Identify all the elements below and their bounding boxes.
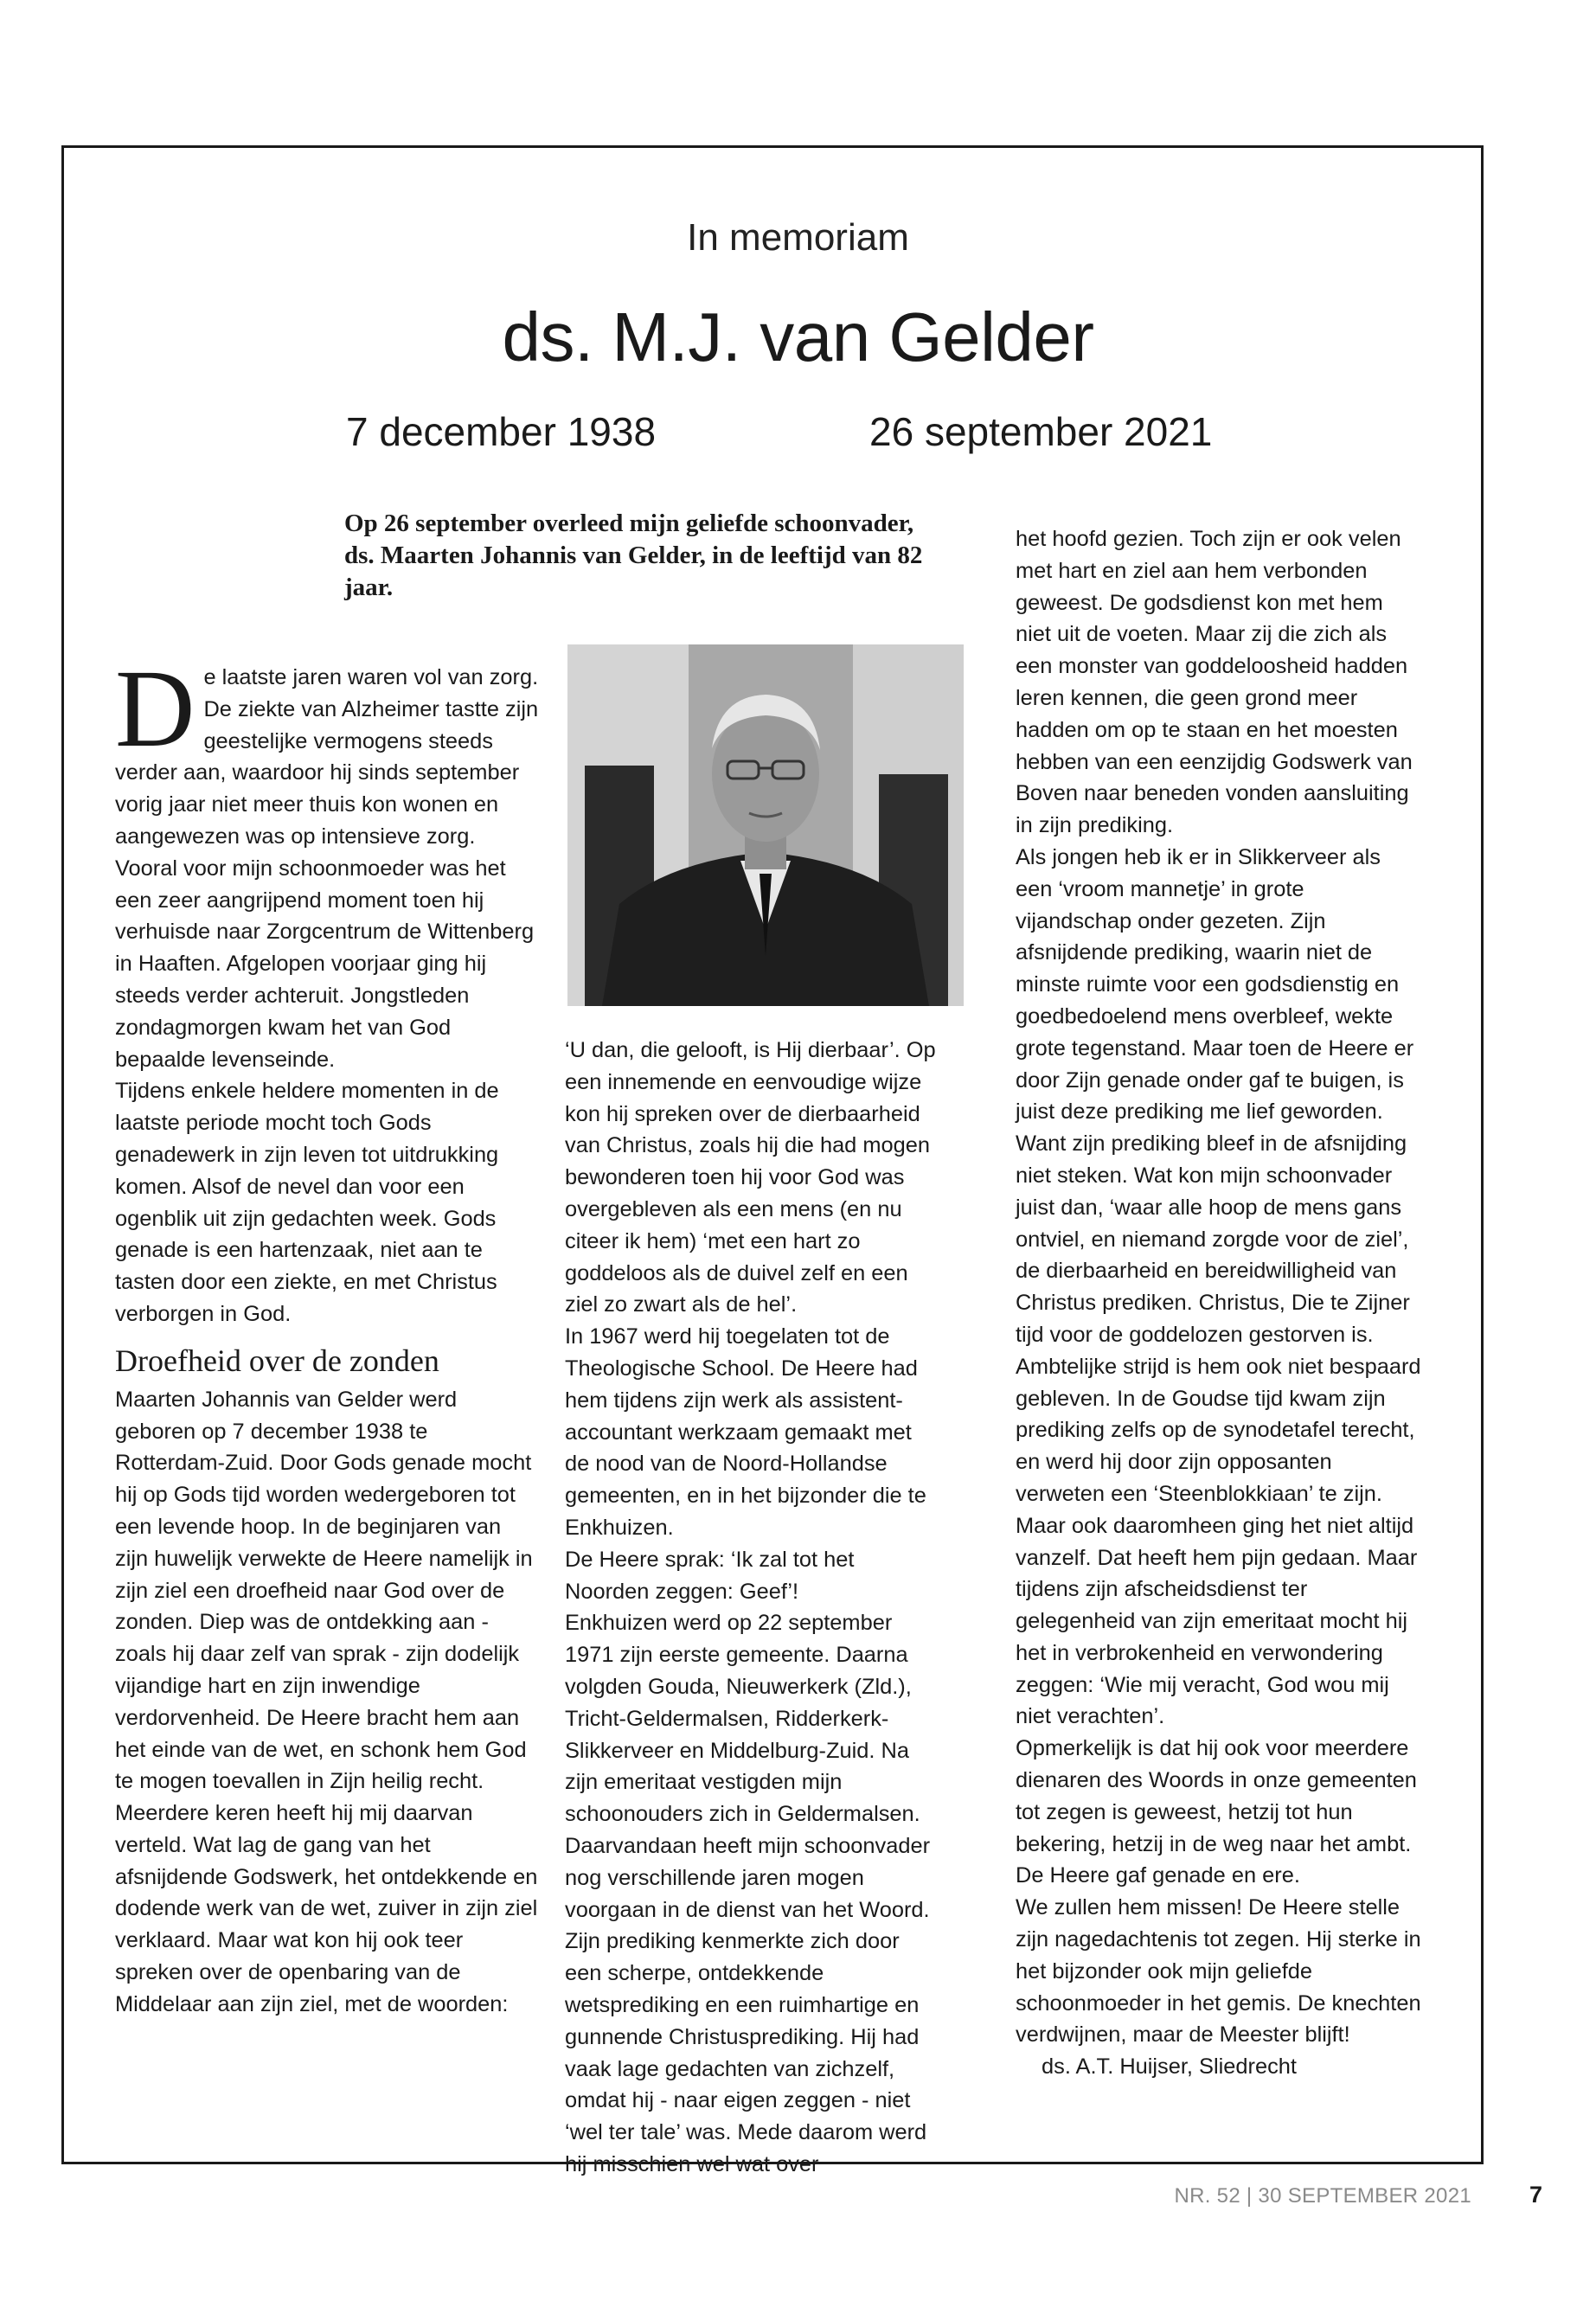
paragraph: Tijdens enkele heldere momenten in de laatste periode mocht toch Gods genadewerk in zijn leven tot uitdrukking komen. Alsof de nevel dan voor een ogenblik uit zijn gedachten week. Gods genade is een hartenzaak, niet aan te tasten door een ziekte, en met Christus verborgen in God. (115, 1079, 499, 1326)
page-number: 7 (1529, 2182, 1543, 2208)
section-heading: Droefheid over de zonden (115, 1343, 439, 1378)
paragraph: Maarten Johannis van Gelder werd geboren op 7 december 1938 te Rotterdam-Zuid. Door Gods genade mocht hij op Gods tijd worden wedergeboren tot een levende hoop. In de beginjaren van zijn huwelijk verwekte de Heere namelijk in zijn ziel een droefheid naar God over de zonden. Diep was de ontdekking aan - zoals hij daar zelf van sprak - zijn dodelijk vijandige hart en zijn inwendige verdorvenheid. De Heere bracht hem aan het einde van de wet, en schonk hem God te mogen toevallen in Zijn heilig recht. (115, 1387, 533, 1794)
paragraph: We zullen hem missen! De Heere stelle zijn nagedachtenis tot zegen. Hij sterke in het bijzonder ook mijn geliefde schoonmoeder in het gemis. De knechten verdwijnen, maar de Meester blijft! (1016, 1895, 1421, 2048)
intro-paragraph (115, 647, 539, 1075)
issue-info: NR. 52 | 30 SEPTEMBER 2021 (1174, 2184, 1471, 2208)
paragraph: Zijn prediking kenmerkte zich door een scherpe, ontdekkende wetsprediking en een ruimhartige en gunnende Christusprediking. Hij had vaak lage gedachten van zichzelf, omdat hij - naar eigen zeggen - niet ‘wel ter tale’ was. Mede daarom werd hij misschien wel wat over (565, 1929, 927, 2176)
paragraph: Opmerkelijk is dat hij ook voor meerdere dienaren des Woords in onze gemeenten tot zegen is geweest, hetzij tot hun bekering, hetzij in de weg naar het ambt. De Heere gaf genade en ere. (1016, 1736, 1417, 1888)
page-title: ds. M.J. van Gelder (502, 298, 1094, 375)
paragraph: De Heere sprak: ‘Ik zal tot het Noorden zeggen: Geef’! (565, 1547, 855, 1604)
column-1 (115, 647, 539, 2021)
kicker: In memoriam (687, 216, 909, 259)
birth-date: 7 december 1938 (346, 409, 657, 454)
paragraph: In 1967 werd hij toegelaten tot de Theologische School. De Heere had hem tijdens zijn werk als assistent-accountant werkzaam gemaakt met de nood van de Noord-Hollandse gemeenten, en in het bijzonder die te Enkhuizen. (565, 1324, 926, 1540)
lead-paragraph: Op 26 september overleed mijn geliefde schoonvader, ds. Maarten Johannis van Gelder, in de leeftijd van 82 jaar. (344, 510, 923, 601)
paragraph: ‘U dan, die gelooft, is Hij dierbaar’. Op een innemende en eenvoudige wijze kon hij spreken over de dierbaarheid van Christus, zoals hij die had mogen bewonderen toen hij voor God was overgebleven als een mens (en nu citeer ik hem) ‘met een hart zo goddeloos als de duivel zelf en een ziel zo zwart als de hel’. (565, 1038, 936, 1317)
paragraph: Meerdere keren heeft hij mij daarvan verteld. Wat lag de gang van het afsnijdende Godswerk, het ontdekkende en dodende werk van de wet, zuiver in zijn ziel verklaard. Maar wat kon hij ook teer spreken over de openbaring van de Middelaar aan zijn ziel, met de woorden: (115, 1801, 538, 2016)
signature: ds. A.T. Huijser, Sliedrecht (1042, 2054, 1297, 2080)
paragraph: Als jongen heb ik er in Slikkerveer als een ‘vroom mannetje’ in grote vijandschap onder gezeten. Zijn afsnijdende prediking, waarin niet de minste ruimte voor een godsdienstig en goedbedoelend mens overbleef, wekte grote tegenstand. Maar toen de Heere er door Zijn genade onder gaf te buigen, is juist deze prediking me lief geworden. Want zijn prediking bleef in de afsnijding niet steken. Wat kon mijn schoonvader juist dan, ‘waar alle hoop de mens gans ontviel, en niemand zorgde voor de ziel’, de dierbaarheid en bereidwilligheid van Christus prediken. Christus, Die te Zijner tijd voor de goddelozen gestorven is. Ambtelijke strijd is hem ook niet bespaard gebleven. In de Goudse tijd kwam zijn prediking zelfs op de synodetafel terecht, en werd hij door zijn opposanten verweten een ‘Steenblokkiaan’ te zijn. Maar ook daaromheen ging het niet altijd vanzelf. Dat heeft hem pijn gedaan. Maar tijdens zijn afscheidsdienst ter gelegenheid van zijn emeritaat mocht hij het in verbrokenheid en verwondering zeggen: ‘Wie mij veracht, God wou mij niet verachten’. (1016, 844, 1421, 1729)
portrait-photo (567, 644, 964, 1006)
column-2 (565, 1035, 939, 2181)
column-3 (1016, 523, 1422, 2083)
paragraph: het hoofd gezien. Toch zijn er ook velen met hart en ziel aan hem verbonden geweest. De godsdienst kon met hem niet uit de voeten. Maar zij die zich als een monster van goddeloosheid hadden leren kennen, die geen grond meer hadden om op te staan en het moesten hebben van een eenzijdig Godswerk van Boven naar beneden vonden aansluiting in zijn prediking. (1016, 527, 1413, 838)
drop-cap: D (115, 647, 195, 770)
portrait-photo-icon (567, 644, 964, 1006)
intro-text: e laatste jaren waren vol van zorg. De ziekte van Alzheimer tastte zijn geestelijke vermogens steeds verder aan, waardoor hij sinds september vorig jaar niet meer thuis kon wonen en aangewezen was op intensieve zorg. Vooral voor mijn schoonmoeder was het een zeer aangrijpend moment toen hij verhuisde naar Zorgcentrum de Wittenberg in Haaften. Afgelopen voorjaar ging hij steeds verder achteruit. Jongstleden zondagmorgen kwam het van God bepaalde levenseinde. (115, 665, 539, 1072)
death-date: 26 september 2021 (869, 409, 1213, 454)
paragraph: Enkhuizen werd op 22 september 1971 zijn eerste gemeente. Daarna volgden Gouda, Nieuwerkerk (Zld.), Tricht-Geldermalsen, Ridderkerk-Slikkerveer en Middelburg-Zuid. Na zijn emeritaat vestigden mijn schoonouders zich in Geldermalsen. Daarvandaan heeft mijn schoonvader nog verschillende jaren mogen voorgaan in de dienst van het Woord. (565, 1611, 931, 1922)
